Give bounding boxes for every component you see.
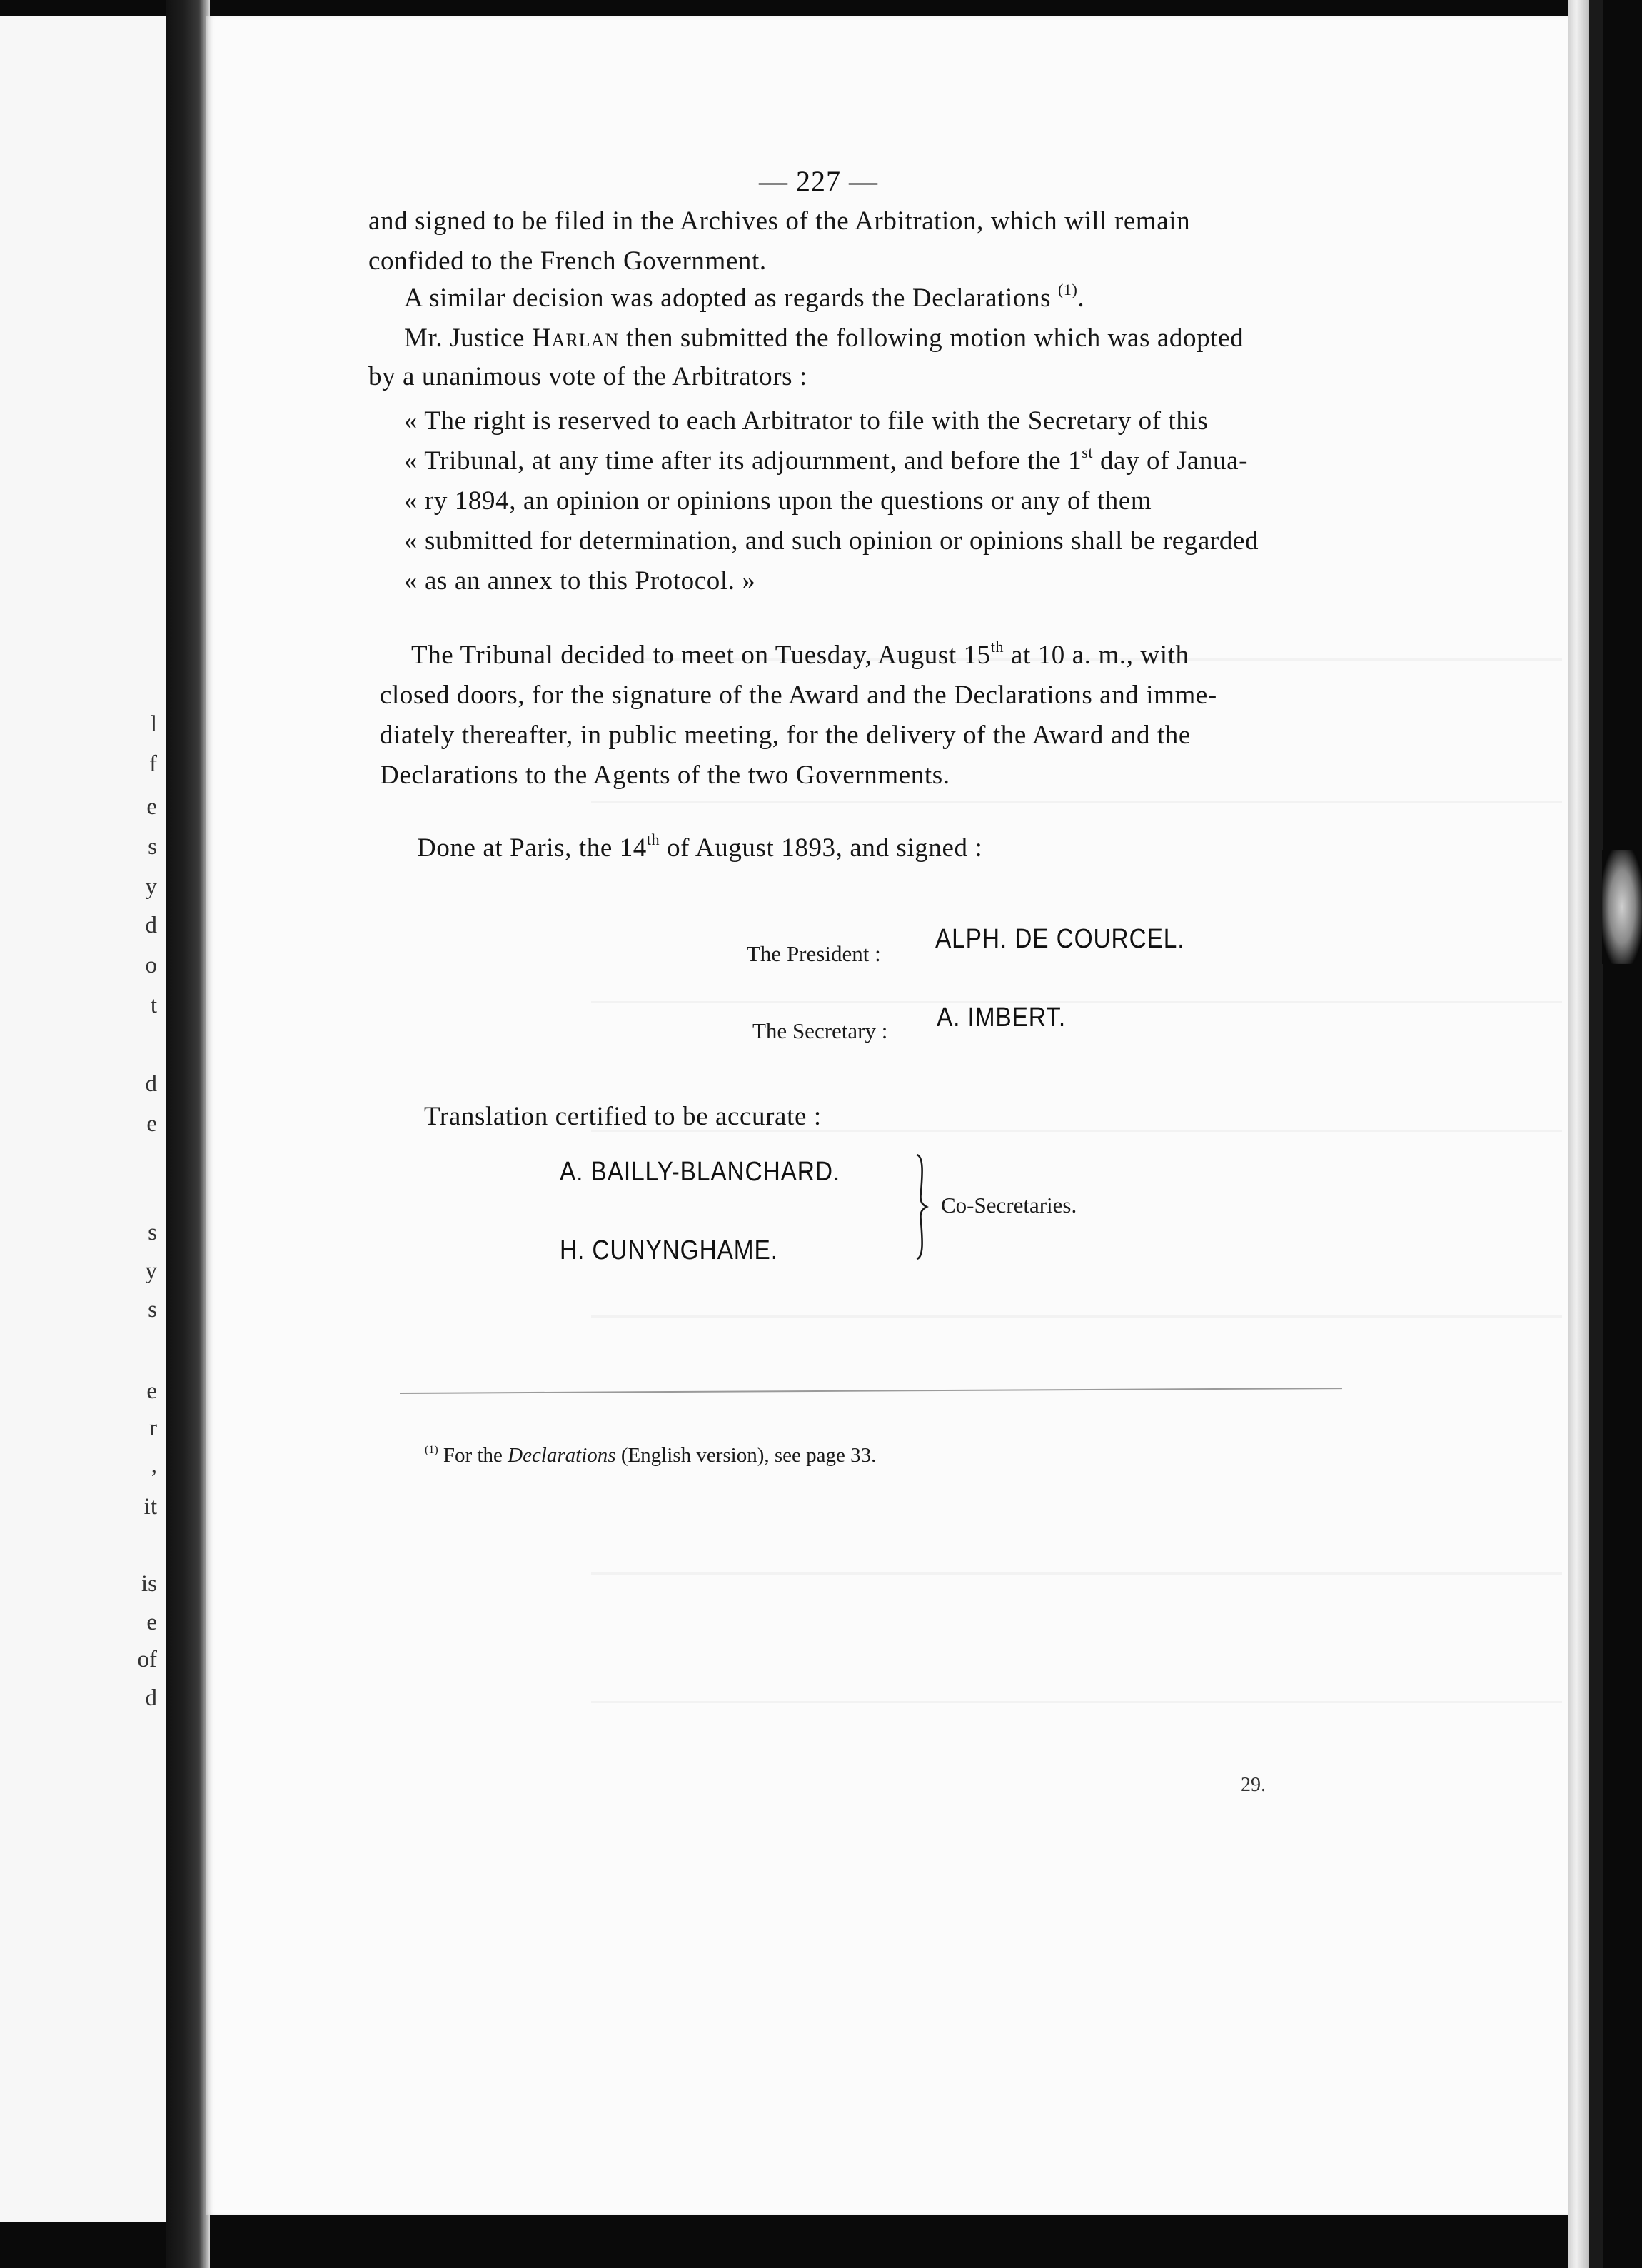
motion-text-line: « The right is reserved to each Arbitrator to file with the Secretary of this	[404, 406, 1209, 436]
page-edge-shadow	[1589, 0, 1603, 2268]
book-spine-gutter	[166, 0, 210, 2268]
left-page-text-fragment: d	[145, 1071, 157, 1097]
show-through-line	[591, 1001, 1562, 1003]
left-page-text-fragment: r	[149, 1415, 157, 1441]
body-text: at 10 a. m., with	[1004, 641, 1189, 670]
show-through-line	[591, 801, 1562, 803]
left-page-text-fragment: e	[146, 1610, 157, 1635]
body-text: A similar decision was adopted as regards the Declarations	[404, 284, 1058, 313]
left-page-text-fragment: l	[150, 711, 157, 737]
left-page-text-fragment: s	[148, 834, 157, 860]
secretary-label: The Secretary :	[752, 1018, 888, 1043]
left-page-text-fragment: ,	[151, 1452, 157, 1478]
co-secretaries-label: Co-Secretaries.	[941, 1193, 1077, 1218]
body-text-line: confided to the French Government.	[368, 246, 767, 276]
body-text-line: closed doors, for the signature of the Award and the Declarations and imme-	[380, 681, 1217, 710]
footnote-text: For the	[438, 1444, 508, 1467]
left-page-text-fragment: d	[145, 913, 157, 938]
ordinal-suffix: st	[1082, 443, 1094, 461]
left-page-text-fragment: y	[145, 1258, 157, 1284]
left-page-text-fragment: d	[145, 1685, 157, 1711]
footnote	[425, 1444, 876, 1467]
footnote-reference: (1)	[1057, 281, 1078, 298]
page-number: — 227 —	[759, 165, 878, 197]
motion-text-line	[404, 443, 1249, 476]
left-page-text-fragment: f	[149, 751, 157, 777]
curly-brace	[914, 1153, 930, 1260]
show-through-line	[591, 1315, 1562, 1318]
left-page-text-fragment: t	[150, 993, 157, 1018]
motion-text-line: « as an annex to this Protocol. »	[404, 566, 756, 596]
arbitrator-name: Harlan	[531, 323, 620, 353]
left-page-text-fragment: of	[137, 1647, 157, 1672]
left-page-text-fragment: y	[145, 874, 157, 900]
footnote-text: (English version), see page 33.	[615, 1444, 877, 1467]
left-page-fragment	[0, 16, 166, 2222]
secretary-name: A. IMBERT.	[937, 1003, 1067, 1033]
motion-text: day of Janua-	[1093, 446, 1249, 476]
translation-certification: Translation certified to be accurate :	[424, 1102, 822, 1131]
body-text-line: diately thereafter, in public meeting, for the delivery of the Award and the	[380, 721, 1191, 750]
page-edge	[1568, 0, 1589, 2268]
body-text-line	[404, 323, 1244, 353]
co-secretary-name: H. CUNYNGHAME.	[560, 1235, 778, 1265]
body-text-line	[404, 283, 1084, 313]
president-name: ALPH. DE COURCEL.	[935, 924, 1185, 954]
torn-page-edge	[1602, 850, 1642, 964]
printer-signature-mark: 29.	[1241, 1774, 1266, 1796]
co-secretary-name: A. BAILLY-BLANCHARD.	[560, 1157, 841, 1187]
ordinal-suffix: th	[646, 831, 660, 848]
left-page-text-fragment: s	[148, 1297, 157, 1323]
left-page-text-fragment: it	[143, 1494, 157, 1520]
body-text: of August 1893, and signed :	[660, 833, 983, 863]
body-text: .	[1077, 284, 1085, 313]
body-text: The Tribunal decided to meet on Tuesday, August 15	[411, 641, 991, 670]
left-page-text-fragment: e	[146, 1378, 157, 1404]
body-text-line	[417, 833, 982, 863]
footnote-italic-text: Declarations	[508, 1444, 616, 1467]
body-text: then submitted the following motion which was adopted	[619, 323, 1244, 353]
body-text: Mr. Justice	[404, 323, 532, 353]
left-page-text-fragment: is	[141, 1571, 157, 1597]
footnote-marker: (1)	[425, 1444, 438, 1456]
left-page-text-fragment: o	[145, 953, 157, 978]
left-page-text-fragment: e	[146, 1111, 157, 1137]
motion-text: « Tribunal, at any time after its adjournment, and before the 1	[404, 446, 1082, 476]
motion-text-line: « submitted for determination, and such opinion or opinions shall be regarded	[404, 526, 1259, 556]
president-label: The President :	[747, 941, 881, 966]
show-through-line	[591, 1701, 1562, 1703]
body-text-line: and signed to be filed in the Archives of the Arbitration, which will remain	[368, 206, 1191, 236]
body-text-line: by a unanimous vote of the Arbitrators :	[368, 362, 807, 391]
body-text-line: Declarations to the Agents of the two Governments.	[380, 761, 950, 790]
ordinal-suffix: th	[990, 638, 1004, 656]
motion-text-line: « ry 1894, an opinion or opinions upon the questions or any of them	[404, 486, 1152, 516]
body-text: Done at Paris, the 14	[417, 833, 647, 863]
left-page-text-fragment: s	[148, 1220, 157, 1245]
show-through-line	[591, 1572, 1562, 1575]
left-page-text-fragment: e	[146, 794, 157, 820]
body-text-line	[411, 640, 1189, 671]
